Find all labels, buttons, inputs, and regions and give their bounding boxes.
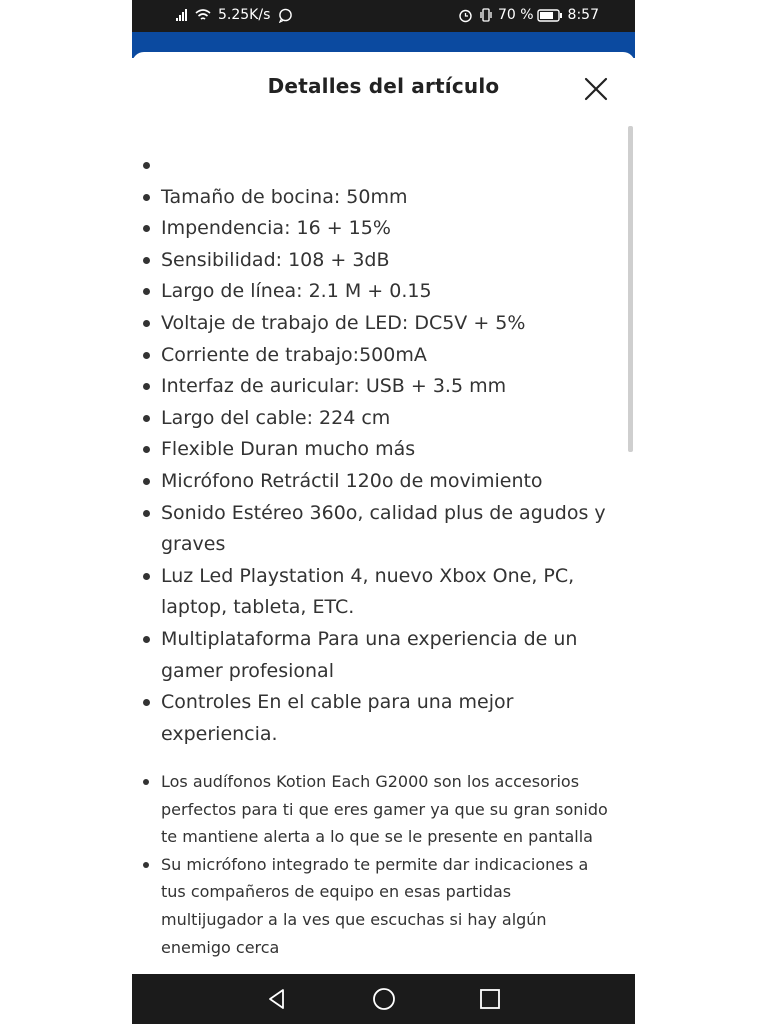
list-item: Voltaje de trabajo de LED: DC5V + 5% (140, 308, 610, 340)
status-bar (132, 0, 635, 32)
whatsapp-icon (278, 8, 293, 23)
battery-percent: 70 % (497, 7, 534, 23)
close-icon[interactable] (583, 76, 609, 102)
signal-icon (176, 9, 188, 21)
list-item: Largo de línea: 2.1 M + 0.15 (140, 276, 610, 308)
clock: 8:57 (567, 7, 599, 23)
list-item: Micrófono Retráctil 120o de movimiento (140, 466, 610, 498)
list-item: Corriente de trabajo:500mA (140, 340, 610, 372)
back-icon[interactable] (264, 986, 290, 1012)
list-item: Flexible Duran mucho más (140, 434, 610, 466)
wifi-icon (195, 9, 211, 22)
list-item: Impendencia: 16 + 15% (140, 213, 610, 245)
sheet-title: Detalles del artículo (267, 74, 500, 98)
details-content[interactable] (132, 126, 635, 974)
network-speed: 5.25K/s (218, 7, 271, 23)
list-item: Luz Led Playstation 4, nuevo Xbox One, PC, laptop, tableta, ETC. (140, 561, 610, 624)
battery-icon (537, 9, 563, 22)
list-item: Los audífonos Kotion Each G2000 son los accesorios perfectos para ti que eres gamer ya que su gran sonido te mantiene alerta a lo que se le presente en pantalla (140, 768, 610, 851)
navigation-bar (132, 974, 635, 1024)
scrollbar[interactable] (628, 126, 633, 452)
phone-screen (132, 0, 635, 1024)
list-item: Largo del cable: 224 cm (140, 403, 610, 435)
home-icon[interactable] (371, 986, 397, 1012)
list-item: Sensibilidad: 108 + 3dB (140, 245, 610, 277)
feature-list (140, 768, 610, 961)
recents-icon[interactable] (477, 986, 503, 1012)
spec-list (140, 150, 610, 750)
list-item (140, 150, 610, 182)
list-item: Controles En el cable para una mejor experiencia. (140, 687, 610, 750)
list-item: Multiplataforma Para una experiencia de un gamer profesional (140, 624, 610, 687)
alarm-icon (458, 8, 473, 23)
list-item: Su micrófono integrado te permite dar indicaciones a tus compañeros de equipo en esas partidas multijugador a la ves que escuchas si hay algún enemigo cerca (140, 851, 610, 961)
list-item: Interfaz de auricular: USB + 3.5 mm (140, 371, 610, 403)
list-item: Tamaño de bocina: 50mm (140, 182, 610, 214)
item-details-sheet (132, 52, 635, 974)
list-item: Sonido Estéreo 360o, calidad plus de agudos y graves (140, 498, 610, 561)
vibrate-icon (479, 8, 493, 22)
